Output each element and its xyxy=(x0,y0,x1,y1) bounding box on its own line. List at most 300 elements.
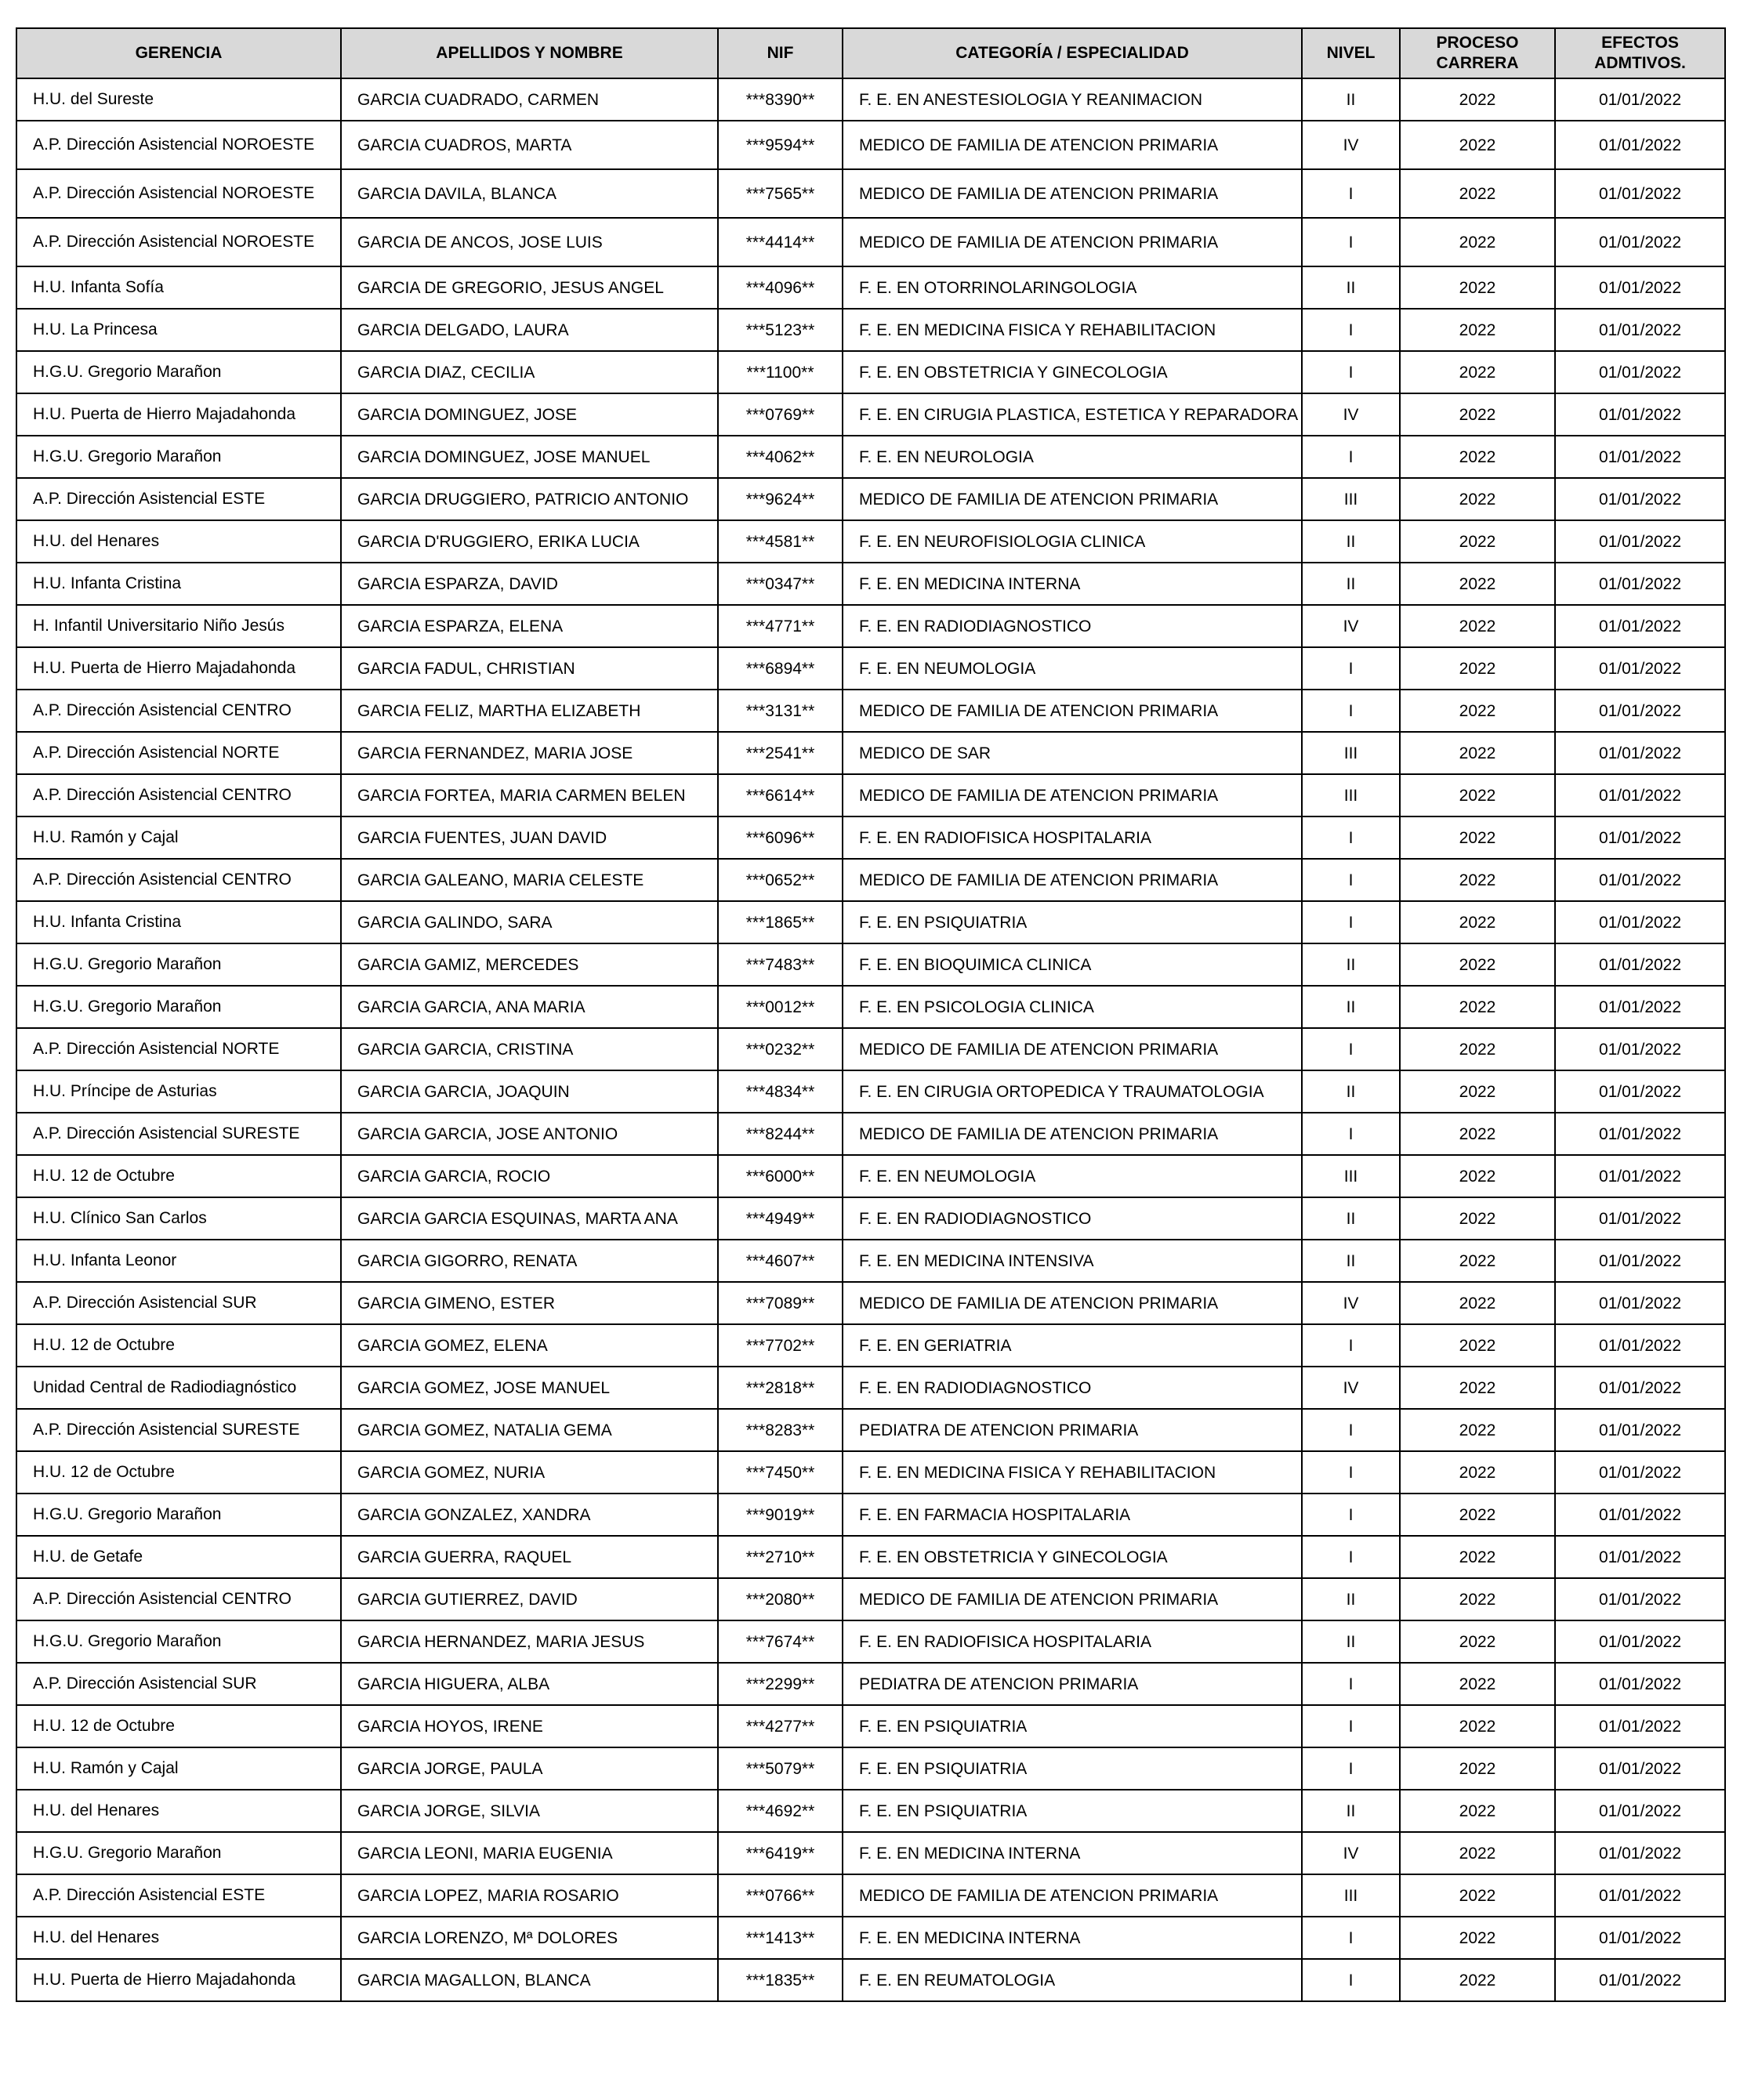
cell-efectos-admtivos: 01/01/2022 xyxy=(1555,563,1725,605)
cell-nif: ***4414** xyxy=(718,218,843,266)
table-row xyxy=(16,309,1725,351)
cell-nivel: II xyxy=(1302,943,1400,986)
cell-nivel: II xyxy=(1302,1197,1400,1240)
table-row xyxy=(16,690,1725,732)
cell-gerencia: A.P. Dirección Asistencial SUR xyxy=(16,1663,341,1705)
cell-nivel: I xyxy=(1302,1494,1400,1536)
table-row xyxy=(16,520,1725,563)
cell-nivel: I xyxy=(1302,1324,1400,1367)
table-row xyxy=(16,393,1725,436)
cell-apellidos-nombre: GARCIA LOPEZ, MARIA ROSARIO xyxy=(341,1874,718,1917)
cell-apellidos-nombre: GARCIA GOMEZ, ELENA xyxy=(341,1324,718,1367)
cell-nivel: I xyxy=(1302,1451,1400,1494)
header-nivel: NIVEL xyxy=(1302,28,1400,78)
cell-nivel: III xyxy=(1302,774,1400,816)
cell-efectos-admtivos: 01/01/2022 xyxy=(1555,1282,1725,1324)
cell-nivel: I xyxy=(1302,1113,1400,1155)
cell-nif: ***7702** xyxy=(718,1324,843,1367)
cell-gerencia: H.U. Puerta de Hierro Majadahonda xyxy=(16,647,341,690)
cell-gerencia: H.U. Infanta Leonor xyxy=(16,1240,341,1282)
cell-efectos-admtivos: 01/01/2022 xyxy=(1555,218,1725,266)
cell-gerencia: H.G.U. Gregorio Marañon xyxy=(16,986,341,1028)
cell-efectos-admtivos: 01/01/2022 xyxy=(1555,1578,1725,1620)
cell-apellidos-nombre: GARCIA ESPARZA, DAVID xyxy=(341,563,718,605)
cell-nivel: II xyxy=(1302,1790,1400,1832)
cell-proceso-carrera: 2022 xyxy=(1400,1451,1555,1494)
cell-efectos-admtivos: 01/01/2022 xyxy=(1555,169,1725,218)
cell-apellidos-nombre: GARCIA DE GREGORIO, JESUS ANGEL xyxy=(341,266,718,309)
cell-gerencia: H.U. Ramón y Cajal xyxy=(16,1747,341,1790)
cell-categoria: MEDICO DE FAMILIA DE ATENCION PRIMARIA xyxy=(843,859,1302,901)
cell-nif: ***4581** xyxy=(718,520,843,563)
cell-categoria: F. E. EN MEDICINA FISICA Y REHABILITACION xyxy=(843,1451,1302,1494)
cell-categoria: F. E. EN NEUROFISIOLOGIA CLINICA xyxy=(843,520,1302,563)
cell-nivel: IV xyxy=(1302,1367,1400,1409)
cell-categoria: F. E. EN RADIOFISICA HOSPITALARIA xyxy=(843,816,1302,859)
cell-apellidos-nombre: GARCIA GOMEZ, NURIA xyxy=(341,1451,718,1494)
cell-nif: ***1100** xyxy=(718,351,843,393)
cell-nif: ***4607** xyxy=(718,1240,843,1282)
cell-apellidos-nombre: GARCIA DOMINGUEZ, JOSE xyxy=(341,393,718,436)
table-row xyxy=(16,1578,1725,1620)
cell-proceso-carrera: 2022 xyxy=(1400,901,1555,943)
cell-apellidos-nombre: GARCIA GARCIA, JOAQUIN xyxy=(341,1070,718,1113)
cell-gerencia: A.P. Dirección Asistencial SURESTE xyxy=(16,1409,341,1451)
table-row xyxy=(16,943,1725,986)
cell-categoria: F. E. EN NEUMOLOGIA xyxy=(843,1155,1302,1197)
cell-categoria: F. E. EN MEDICINA INTERNA xyxy=(843,1917,1302,1959)
cell-nif: ***5123** xyxy=(718,309,843,351)
cell-apellidos-nombre: GARCIA MAGALLON, BLANCA xyxy=(341,1959,718,2001)
cell-efectos-admtivos: 01/01/2022 xyxy=(1555,690,1725,732)
cell-apellidos-nombre: GARCIA DIAZ, CECILIA xyxy=(341,351,718,393)
table-row xyxy=(16,1832,1725,1874)
cell-apellidos-nombre: GARCIA DOMINGUEZ, JOSE MANUEL xyxy=(341,436,718,478)
cell-nivel: II xyxy=(1302,520,1400,563)
cell-gerencia: H.U. Infanta Cristina xyxy=(16,901,341,943)
cell-nif: ***7565** xyxy=(718,169,843,218)
cell-proceso-carrera: 2022 xyxy=(1400,1324,1555,1367)
cell-nif: ***1865** xyxy=(718,901,843,943)
table-row xyxy=(16,774,1725,816)
cell-nivel: II xyxy=(1302,266,1400,309)
cell-apellidos-nombre: GARCIA GALEANO, MARIA CELESTE xyxy=(341,859,718,901)
cell-efectos-admtivos: 01/01/2022 xyxy=(1555,605,1725,647)
cell-proceso-carrera: 2022 xyxy=(1400,1959,1555,2001)
cell-efectos-admtivos: 01/01/2022 xyxy=(1555,1197,1725,1240)
table-row xyxy=(16,859,1725,901)
cell-gerencia: A.P. Dirección Asistencial NORTE xyxy=(16,1028,341,1070)
cell-nivel: I xyxy=(1302,690,1400,732)
cell-categoria: F. E. EN OTORRINOLARINGOLOGIA xyxy=(843,266,1302,309)
cell-nif: ***0232** xyxy=(718,1028,843,1070)
cell-categoria: F. E. EN MEDICINA INTERNA xyxy=(843,1832,1302,1874)
cell-categoria: F. E. EN RADIODIAGNOSTICO xyxy=(843,1367,1302,1409)
cell-efectos-admtivos: 01/01/2022 xyxy=(1555,1663,1725,1705)
cell-apellidos-nombre: GARCIA FERNANDEZ, MARIA JOSE xyxy=(341,732,718,774)
cell-efectos-admtivos: 01/01/2022 xyxy=(1555,986,1725,1028)
cell-gerencia: Unidad Central de Radiodiagnóstico xyxy=(16,1367,341,1409)
cell-nif: ***0012** xyxy=(718,986,843,1028)
cell-gerencia: H.G.U. Gregorio Marañon xyxy=(16,943,341,986)
cell-nivel: III xyxy=(1302,732,1400,774)
cell-proceso-carrera: 2022 xyxy=(1400,393,1555,436)
cell-efectos-admtivos: 01/01/2022 xyxy=(1555,901,1725,943)
cell-efectos-admtivos: 01/01/2022 xyxy=(1555,1113,1725,1155)
cell-nivel: II xyxy=(1302,1070,1400,1113)
cell-categoria: F. E. EN PSIQUIATRIA xyxy=(843,1790,1302,1832)
cell-nif: ***7450** xyxy=(718,1451,843,1494)
table-row xyxy=(16,1324,1725,1367)
cell-proceso-carrera: 2022 xyxy=(1400,1494,1555,1536)
table-row xyxy=(16,169,1725,218)
table-body xyxy=(16,78,1725,2001)
cell-categoria: F. E. EN GERIATRIA xyxy=(843,1324,1302,1367)
cell-categoria: MEDICO DE FAMILIA DE ATENCION PRIMARIA xyxy=(843,218,1302,266)
cell-apellidos-nombre: GARCIA DAVILA, BLANCA xyxy=(341,169,718,218)
cell-efectos-admtivos: 01/01/2022 xyxy=(1555,393,1725,436)
cell-proceso-carrera: 2022 xyxy=(1400,1790,1555,1832)
cell-gerencia: H.U. del Henares xyxy=(16,520,341,563)
cell-gerencia: A.P. Dirección Asistencial SURESTE xyxy=(16,1113,341,1155)
cell-nif: ***4062** xyxy=(718,436,843,478)
cell-gerencia: H.G.U. Gregorio Marañon xyxy=(16,351,341,393)
cell-efectos-admtivos: 01/01/2022 xyxy=(1555,943,1725,986)
cell-efectos-admtivos: 01/01/2022 xyxy=(1555,1917,1725,1959)
table-row xyxy=(16,1028,1725,1070)
cell-nif: ***8390** xyxy=(718,78,843,121)
header-row xyxy=(16,28,1725,78)
cell-proceso-carrera: 2022 xyxy=(1400,690,1555,732)
header-gerencia: GERENCIA xyxy=(16,28,341,78)
cell-efectos-admtivos: 01/01/2022 xyxy=(1555,1155,1725,1197)
cell-efectos-admtivos: 01/01/2022 xyxy=(1555,351,1725,393)
cell-nivel: I xyxy=(1302,1747,1400,1790)
personnel-table xyxy=(16,27,1726,2002)
cell-proceso-carrera: 2022 xyxy=(1400,1240,1555,1282)
cell-nivel: I xyxy=(1302,1028,1400,1070)
cell-apellidos-nombre: GARCIA HOYOS, IRENE xyxy=(341,1705,718,1747)
cell-proceso-carrera: 2022 xyxy=(1400,774,1555,816)
cell-nif: ***9019** xyxy=(718,1494,843,1536)
cell-nivel: IV xyxy=(1302,121,1400,169)
cell-apellidos-nombre: GARCIA JORGE, PAULA xyxy=(341,1747,718,1790)
table-row xyxy=(16,351,1725,393)
cell-gerencia: A.P. Dirección Asistencial CENTRO xyxy=(16,859,341,901)
cell-apellidos-nombre: GARCIA GAMIZ, MERCEDES xyxy=(341,943,718,986)
cell-apellidos-nombre: GARCIA LEONI, MARIA EUGENIA xyxy=(341,1832,718,1874)
cell-nif: ***4692** xyxy=(718,1790,843,1832)
cell-gerencia: A.P. Dirección Asistencial ESTE xyxy=(16,478,341,520)
cell-efectos-admtivos: 01/01/2022 xyxy=(1555,1367,1725,1409)
cell-proceso-carrera: 2022 xyxy=(1400,1874,1555,1917)
cell-nivel: I xyxy=(1302,816,1400,859)
cell-gerencia: H.U. 12 de Octubre xyxy=(16,1451,341,1494)
cell-efectos-admtivos: 01/01/2022 xyxy=(1555,647,1725,690)
cell-categoria: F. E. EN RADIODIAGNOSTICO xyxy=(843,1197,1302,1240)
cell-proceso-carrera: 2022 xyxy=(1400,169,1555,218)
cell-apellidos-nombre: GARCIA GUTIERREZ, DAVID xyxy=(341,1578,718,1620)
table-row xyxy=(16,1409,1725,1451)
table-row xyxy=(16,78,1725,121)
cell-nif: ***1413** xyxy=(718,1917,843,1959)
header-proceso-carrera: PROCESO CARRERA xyxy=(1400,28,1555,78)
cell-categoria: PEDIATRA DE ATENCION PRIMARIA xyxy=(843,1409,1302,1451)
cell-efectos-admtivos: 01/01/2022 xyxy=(1555,1959,1725,2001)
table-row xyxy=(16,1451,1725,1494)
cell-nivel: I xyxy=(1302,1917,1400,1959)
cell-proceso-carrera: 2022 xyxy=(1400,1536,1555,1578)
cell-proceso-carrera: 2022 xyxy=(1400,121,1555,169)
cell-gerencia: H.U. Puerta de Hierro Majadahonda xyxy=(16,1959,341,2001)
cell-proceso-carrera: 2022 xyxy=(1400,1832,1555,1874)
cell-categoria: F. E. EN NEUROLOGIA xyxy=(843,436,1302,478)
cell-categoria: F. E. EN CIRUGIA ORTOPEDICA Y TRAUMATOLOGIA xyxy=(843,1070,1302,1113)
cell-categoria: F. E. EN OBSTETRICIA Y GINECOLOGIA xyxy=(843,351,1302,393)
table-row xyxy=(16,121,1725,169)
cell-efectos-admtivos: 01/01/2022 xyxy=(1555,1409,1725,1451)
cell-categoria: F. E. EN RADIOFISICA HOSPITALARIA xyxy=(843,1620,1302,1663)
cell-nivel: I xyxy=(1302,1536,1400,1578)
cell-nif: ***6894** xyxy=(718,647,843,690)
cell-gerencia: A.P. Dirección Asistencial NOROESTE xyxy=(16,169,341,218)
cell-proceso-carrera: 2022 xyxy=(1400,1705,1555,1747)
cell-nivel: IV xyxy=(1302,1282,1400,1324)
cell-gerencia: A.P. Dirección Asistencial CENTRO xyxy=(16,1578,341,1620)
cell-categoria: F. E. EN PSIQUIATRIA xyxy=(843,901,1302,943)
cell-proceso-carrera: 2022 xyxy=(1400,1620,1555,1663)
cell-nivel: IV xyxy=(1302,393,1400,436)
table-row xyxy=(16,986,1725,1028)
table-row xyxy=(16,1240,1725,1282)
cell-nif: ***7674** xyxy=(718,1620,843,1663)
table-row xyxy=(16,1747,1725,1790)
cell-nivel: I xyxy=(1302,309,1400,351)
cell-apellidos-nombre: GARCIA GARCIA, CRISTINA xyxy=(341,1028,718,1070)
cell-proceso-carrera: 2022 xyxy=(1400,266,1555,309)
cell-efectos-admtivos: 01/01/2022 xyxy=(1555,774,1725,816)
cell-proceso-carrera: 2022 xyxy=(1400,563,1555,605)
cell-apellidos-nombre: GARCIA DE ANCOS, JOSE LUIS xyxy=(341,218,718,266)
cell-nivel: I xyxy=(1302,169,1400,218)
cell-nivel: I xyxy=(1302,647,1400,690)
cell-proceso-carrera: 2022 xyxy=(1400,478,1555,520)
cell-proceso-carrera: 2022 xyxy=(1400,1113,1555,1155)
cell-categoria: F. E. EN NEUMOLOGIA xyxy=(843,647,1302,690)
cell-efectos-admtivos: 01/01/2022 xyxy=(1555,816,1725,859)
cell-apellidos-nombre: GARCIA GUERRA, RAQUEL xyxy=(341,1536,718,1578)
cell-categoria: F. E. EN CIRUGIA PLASTICA, ESTETICA Y REPARADORA xyxy=(843,393,1302,436)
cell-categoria: MEDICO DE FAMILIA DE ATENCION PRIMARIA xyxy=(843,690,1302,732)
cell-efectos-admtivos: 01/01/2022 xyxy=(1555,121,1725,169)
cell-efectos-admtivos: 01/01/2022 xyxy=(1555,1494,1725,1536)
cell-proceso-carrera: 2022 xyxy=(1400,436,1555,478)
cell-apellidos-nombre: GARCIA GIMENO, ESTER xyxy=(341,1282,718,1324)
cell-categoria: MEDICO DE FAMILIA DE ATENCION PRIMARIA xyxy=(843,1113,1302,1155)
table-row xyxy=(16,732,1725,774)
cell-efectos-admtivos: 01/01/2022 xyxy=(1555,1028,1725,1070)
cell-proceso-carrera: 2022 xyxy=(1400,605,1555,647)
cell-gerencia: H.U. 12 de Octubre xyxy=(16,1155,341,1197)
cell-apellidos-nombre: GARCIA ESPARZA, ELENA xyxy=(341,605,718,647)
cell-nif: ***2080** xyxy=(718,1578,843,1620)
cell-proceso-carrera: 2022 xyxy=(1400,986,1555,1028)
cell-gerencia: A.P. Dirección Asistencial NOROESTE xyxy=(16,218,341,266)
cell-nivel: I xyxy=(1302,351,1400,393)
cell-efectos-admtivos: 01/01/2022 xyxy=(1555,1874,1725,1917)
table-row xyxy=(16,1536,1725,1578)
cell-gerencia: A.P. Dirección Asistencial CENTRO xyxy=(16,774,341,816)
cell-efectos-admtivos: 01/01/2022 xyxy=(1555,1070,1725,1113)
cell-efectos-admtivos: 01/01/2022 xyxy=(1555,309,1725,351)
cell-categoria: MEDICO DE FAMILIA DE ATENCION PRIMARIA xyxy=(843,1282,1302,1324)
cell-nif: ***2710** xyxy=(718,1536,843,1578)
table-row xyxy=(16,901,1725,943)
cell-proceso-carrera: 2022 xyxy=(1400,78,1555,121)
table-row xyxy=(16,1494,1725,1536)
cell-categoria: MEDICO DE FAMILIA DE ATENCION PRIMARIA xyxy=(843,1028,1302,1070)
cell-apellidos-nombre: GARCIA GARCIA, ROCIO xyxy=(341,1155,718,1197)
cell-nivel: I xyxy=(1302,901,1400,943)
cell-gerencia: H.U. Clínico San Carlos xyxy=(16,1197,341,1240)
cell-categoria: MEDICO DE FAMILIA DE ATENCION PRIMARIA xyxy=(843,478,1302,520)
cell-apellidos-nombre: GARCIA HERNANDEZ, MARIA JESUS xyxy=(341,1620,718,1663)
cell-nif: ***4834** xyxy=(718,1070,843,1113)
cell-nif: ***4771** xyxy=(718,605,843,647)
cell-apellidos-nombre: GARCIA GIGORRO, RENATA xyxy=(341,1240,718,1282)
cell-nif: ***6000** xyxy=(718,1155,843,1197)
cell-categoria: F. E. EN PSICOLOGIA CLINICA xyxy=(843,986,1302,1028)
cell-nif: ***5079** xyxy=(718,1747,843,1790)
table-row xyxy=(16,1282,1725,1324)
cell-efectos-admtivos: 01/01/2022 xyxy=(1555,478,1725,520)
table-row xyxy=(16,1663,1725,1705)
cell-categoria: MEDICO DE FAMILIA DE ATENCION PRIMARIA xyxy=(843,169,1302,218)
cell-apellidos-nombre: GARCIA HIGUERA, ALBA xyxy=(341,1663,718,1705)
cell-efectos-admtivos: 01/01/2022 xyxy=(1555,1620,1725,1663)
cell-efectos-admtivos: 01/01/2022 xyxy=(1555,1705,1725,1747)
cell-proceso-carrera: 2022 xyxy=(1400,218,1555,266)
cell-gerencia: H.U. Infanta Sofía xyxy=(16,266,341,309)
cell-categoria: F. E. EN RADIODIAGNOSTICO xyxy=(843,605,1302,647)
table-row xyxy=(16,1113,1725,1155)
cell-gerencia: A.P. Dirección Asistencial ESTE xyxy=(16,1874,341,1917)
cell-nivel: II xyxy=(1302,1240,1400,1282)
cell-apellidos-nombre: GARCIA GONZALEZ, XANDRA xyxy=(341,1494,718,1536)
cell-categoria: F. E. EN MEDICINA INTENSIVA xyxy=(843,1240,1302,1282)
table-row xyxy=(16,266,1725,309)
cell-nif: ***8283** xyxy=(718,1409,843,1451)
cell-proceso-carrera: 2022 xyxy=(1400,351,1555,393)
cell-gerencia: H.U. 12 de Octubre xyxy=(16,1705,341,1747)
cell-nif: ***8244** xyxy=(718,1113,843,1155)
cell-nif: ***9594** xyxy=(718,121,843,169)
cell-gerencia: H.U. del Henares xyxy=(16,1790,341,1832)
table-row xyxy=(16,1874,1725,1917)
cell-proceso-carrera: 2022 xyxy=(1400,647,1555,690)
cell-apellidos-nombre: GARCIA GOMEZ, JOSE MANUEL xyxy=(341,1367,718,1409)
cell-nivel: I xyxy=(1302,1663,1400,1705)
cell-categoria: F. E. EN ANESTESIOLOGIA Y REANIMACION xyxy=(843,78,1302,121)
cell-categoria: MEDICO DE FAMILIA DE ATENCION PRIMARIA xyxy=(843,1578,1302,1620)
cell-nif: ***0766** xyxy=(718,1874,843,1917)
cell-nif: ***6419** xyxy=(718,1832,843,1874)
cell-gerencia: H.G.U. Gregorio Marañon xyxy=(16,1832,341,1874)
table-row xyxy=(16,1620,1725,1663)
table-row xyxy=(16,563,1725,605)
cell-gerencia: A.P. Dirección Asistencial NOROESTE xyxy=(16,121,341,169)
table-row xyxy=(16,436,1725,478)
cell-nivel: III xyxy=(1302,1874,1400,1917)
cell-nif: ***7483** xyxy=(718,943,843,986)
cell-nif: ***2541** xyxy=(718,732,843,774)
table-row xyxy=(16,1790,1725,1832)
table-row xyxy=(16,1917,1725,1959)
cell-apellidos-nombre: GARCIA GARCIA, ANA MARIA xyxy=(341,986,718,1028)
cell-proceso-carrera: 2022 xyxy=(1400,943,1555,986)
cell-proceso-carrera: 2022 xyxy=(1400,1282,1555,1324)
cell-proceso-carrera: 2022 xyxy=(1400,732,1555,774)
cell-nif: ***0652** xyxy=(718,859,843,901)
cell-gerencia: H.G.U. Gregorio Marañon xyxy=(16,1620,341,1663)
cell-nivel: II xyxy=(1302,563,1400,605)
table-row xyxy=(16,647,1725,690)
cell-proceso-carrera: 2022 xyxy=(1400,1197,1555,1240)
cell-categoria: F. E. EN MEDICINA INTERNA xyxy=(843,563,1302,605)
table-row xyxy=(16,478,1725,520)
header-apellidos-nombre: APELLIDOS Y NOMBRE xyxy=(341,28,718,78)
cell-gerencia: H.U. Príncipe de Asturias xyxy=(16,1070,341,1113)
cell-categoria: MEDICO DE FAMILIA DE ATENCION PRIMARIA xyxy=(843,1874,1302,1917)
cell-gerencia: H.U. del Sureste xyxy=(16,78,341,121)
cell-categoria: F. E. EN FARMACIA HOSPITALARIA xyxy=(843,1494,1302,1536)
cell-apellidos-nombre: GARCIA FELIZ, MARTHA ELIZABETH xyxy=(341,690,718,732)
cell-gerencia: A.P. Dirección Asistencial CENTRO xyxy=(16,690,341,732)
cell-proceso-carrera: 2022 xyxy=(1400,816,1555,859)
cell-proceso-carrera: 2022 xyxy=(1400,309,1555,351)
cell-efectos-admtivos: 01/01/2022 xyxy=(1555,1324,1725,1367)
table-row xyxy=(16,1959,1725,2001)
cell-categoria: MEDICO DE FAMILIA DE ATENCION PRIMARIA xyxy=(843,774,1302,816)
table-row xyxy=(16,1070,1725,1113)
cell-gerencia: H.U. Puerta de Hierro Majadahonda xyxy=(16,393,341,436)
header-categoria: CATEGORÍA / ESPECIALIDAD xyxy=(843,28,1302,78)
cell-efectos-admtivos: 01/01/2022 xyxy=(1555,1747,1725,1790)
cell-categoria: PEDIATRA DE ATENCION PRIMARIA xyxy=(843,1663,1302,1705)
table-header xyxy=(16,28,1725,78)
cell-nif: ***4949** xyxy=(718,1197,843,1240)
cell-nivel: I xyxy=(1302,859,1400,901)
cell-apellidos-nombre: GARCIA DELGADO, LAURA xyxy=(341,309,718,351)
cell-nivel: II xyxy=(1302,986,1400,1028)
cell-gerencia: H.G.U. Gregorio Marañon xyxy=(16,1494,341,1536)
cell-proceso-carrera: 2022 xyxy=(1400,1367,1555,1409)
cell-apellidos-nombre: GARCIA CUADRADO, CARMEN xyxy=(341,78,718,121)
table-row xyxy=(16,1705,1725,1747)
cell-categoria: F. E. EN PSIQUIATRIA xyxy=(843,1747,1302,1790)
cell-nif: ***4096** xyxy=(718,266,843,309)
cell-nivel: II xyxy=(1302,1578,1400,1620)
cell-gerencia: A.P. Dirección Asistencial NORTE xyxy=(16,732,341,774)
cell-nif: ***2299** xyxy=(718,1663,843,1705)
table-row xyxy=(16,816,1725,859)
cell-nivel: I xyxy=(1302,436,1400,478)
cell-nif: ***9624** xyxy=(718,478,843,520)
cell-gerencia: H.U. de Getafe xyxy=(16,1536,341,1578)
cell-categoria: F. E. EN BIOQUIMICA CLINICA xyxy=(843,943,1302,986)
cell-nif: ***3131** xyxy=(718,690,843,732)
cell-gerencia: H.G.U. Gregorio Marañon xyxy=(16,436,341,478)
